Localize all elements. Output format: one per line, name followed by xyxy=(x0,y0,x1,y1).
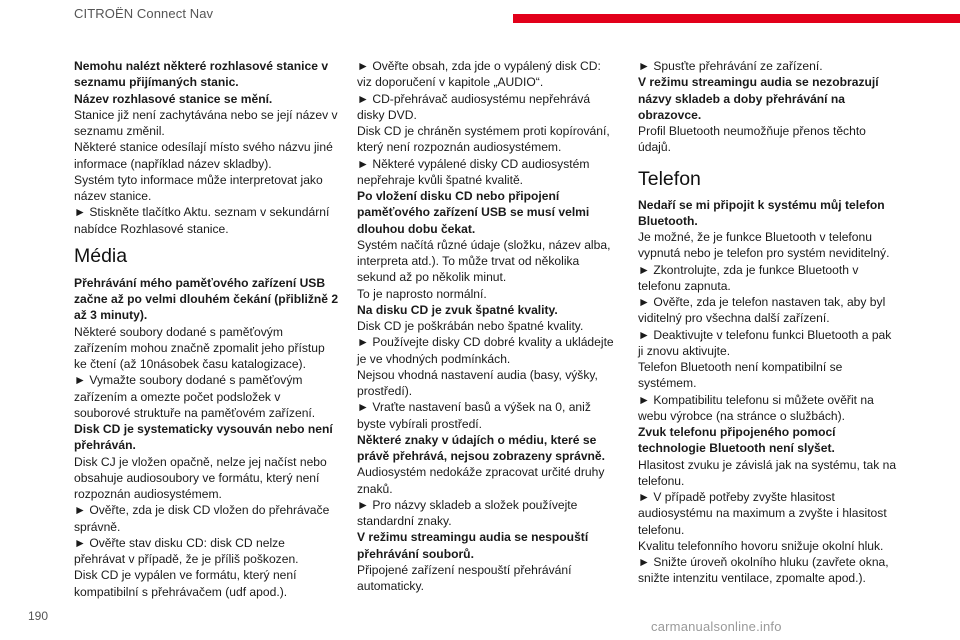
body-paragraph: ► Některé vypálené disky CD audiosystém nepřehraje kvůli špatné kvalitě. xyxy=(357,156,590,187)
body-paragraph: Disk CD je chráněn systémem proti kopírování, který není rozpoznán audiosystémem. xyxy=(357,124,610,155)
header-accent-bar xyxy=(513,14,960,23)
body-paragraph: ► V případě potřeby zvyšte hlasitost audiosystému na maximum a zvyšte i hlasitost telefonu. xyxy=(638,490,887,537)
body-paragraph: ► Stiskněte tlačítko Aktu. seznam v sekundární nabídce Rozhlasové stanice. xyxy=(74,205,330,236)
problem-heading: Nemohu nalézt některé rozhlasové stanice v seznamu přijímaných stanic. xyxy=(74,59,329,90)
problem-heading: Disk CD je systematicky vysouván nebo není přehráván. xyxy=(74,422,333,453)
body-paragraph: Připojené zařízení nespouští přehrávání automaticky. xyxy=(357,562,572,593)
body-paragraph: ► Kompatibilitu telefonu si můžete ověřit na webu výrobce (na stránce o službách). xyxy=(638,392,874,423)
body-paragraph: ► Vraťte nastavení basů a výšek na 0, aniž byste vybírali prostředí. xyxy=(357,400,591,431)
body-paragraph: Některé soubory dodané s paměťovým zařízením mohou značně zpomalit jeho přístup ke čtení (až 10násobek času katalogizace). xyxy=(74,324,325,371)
body-paragraph: Disk CD je vypálen ve formátu, který není kompatibilní s přehrávačem (udf apod.). xyxy=(74,568,297,599)
body-paragraph: ► Ověřte obsah, zda jde o vypálený disk CD: viz doporučení v kapitole „AUDIO“. xyxy=(357,59,601,90)
body-paragraph: ► Spusťte přehrávání ze zařízení. xyxy=(638,59,823,73)
body-paragraph: ► Deaktivujte v telefonu funkci Bluetooth a pak ji znovu aktivujte. xyxy=(638,327,892,358)
text-column-1 xyxy=(74,58,339,600)
body-paragraph: Hlasitost zvuku je závislá jak na systému, tak na telefonu. xyxy=(638,457,897,488)
body-paragraph: ► Ověřte stav disku CD: disk CD nelze přehrávat v případě, že je příliš poškozen. xyxy=(74,535,299,566)
body-paragraph: Systém tyto informace může interpretovat jako název stanice. xyxy=(74,172,323,203)
problem-heading: Zvuk telefonu připojeného pomocí technologie Bluetooth není slyšet. xyxy=(638,425,836,456)
body-paragraph: ► Vymažte soubory dodané s paměťovým zařízením a omezte počet podsložek v souborové struktuře na paměťovém zařízení. xyxy=(74,373,316,420)
body-paragraph: Disk CD je poškrábán nebo špatné kvality. xyxy=(357,319,584,333)
section-heading: Média xyxy=(74,244,128,267)
section-heading: Telefon xyxy=(638,167,701,190)
page-number: 190 xyxy=(28,609,49,623)
body-paragraph: Telefon Bluetooth není kompatibilní se systémem. xyxy=(638,360,843,391)
problem-heading: Přehrávání mého paměťového zařízení USB začne až po velmi dlouhém čekání (přibližně 2 až 3 minuty). xyxy=(74,275,339,323)
body-paragraph: ► Zkontrolujte, zda je funkce Bluetooth v telefonu zapnuta. xyxy=(638,262,859,293)
body-paragraph: Nejsou vhodná nastavení audia (basy, výšky, prostředí). xyxy=(357,367,598,398)
body-paragraph: Audiosystém nedokáže zpracovat určité druhy znaků. xyxy=(357,465,605,496)
body-paragraph: Profil Bluetooth neumožňuje přenos těchto údajů. xyxy=(638,124,866,155)
body-paragraph: Systém načítá různé údaje (složku, název alba, interpreta atd.). To může trvat od několika sekund až po několik minut. xyxy=(357,237,611,285)
body-paragraph: ► Pro názvy skladeb a složek používejte standardní znaky. xyxy=(357,497,578,528)
problem-heading: Na disku CD je zvuk špatné kvality. xyxy=(357,302,558,317)
body-paragraph: Disk CJ je vložen opačně, nelze jej načíst nebo obsahuje audiosoubory ve formátu, který není rozpoznán audiosystémem. xyxy=(74,454,327,501)
problem-heading: Nedaří se mi připojit k systému můj telefon Bluetooth. xyxy=(638,197,885,228)
problem-heading: V režimu streamingu audia se nezobrazují názvy skladeb a doby přehrávání na obrazovce. xyxy=(638,75,879,122)
problem-heading: V režimu streamingu audia se nespouští přehrávání souborů. xyxy=(357,530,589,561)
body-paragraph: Některé stanice odesílají místo svého názvu jiné informace (například název skladby). xyxy=(74,140,333,171)
body-paragraph: ► Používejte disky CD dobré kvality a ukládejte je ve vhodných podmínkách. xyxy=(357,335,614,366)
text-column-3 xyxy=(638,58,900,587)
body-paragraph: Stanice již není zachytávána nebo se její název v seznamu změnil. xyxy=(74,107,338,138)
body-paragraph: Kvalitu telefonního hovoru snižuje okolní hluk. xyxy=(638,538,884,553)
body-paragraph: To je naprosto normální. xyxy=(357,286,487,301)
body-paragraph: ► Ověřte, zda je disk CD vložen do přehrávače správně. xyxy=(74,503,330,534)
problem-heading: Některé znaky v údajích o médiu, které se právě přehrává, nejsou zobrazeny správně. xyxy=(357,432,606,463)
body-paragraph: ► Snižte úroveň okolního hluku (zavřete okna, snižte intenzitu ventilace, zpomalte apod.). xyxy=(638,555,889,586)
text-column-2 xyxy=(357,58,619,594)
body-paragraph: ► Ověřte, zda je telefon nastaven tak, aby byl viditelný pro všechna další zařízení. xyxy=(638,295,886,326)
page-header-title: CITROËN Connect Nav xyxy=(74,6,214,21)
watermark: carmanualsonline.info xyxy=(651,619,782,634)
body-paragraph: ► CD-přehrávač audiosystému nepřehrává disky DVD. xyxy=(357,91,591,122)
body-paragraph: Je možné, že je funkce Bluetooth v telefonu vypnutá nebo je telefon pro systém neviditelný. xyxy=(638,230,890,261)
problem-heading: Název rozhlasové stanice se mění. xyxy=(74,91,273,106)
problem-heading: Po vložení disku CD nebo připojení paměťového zařízení USB se musí velmi dlouhou dobu čekat. xyxy=(357,189,590,236)
